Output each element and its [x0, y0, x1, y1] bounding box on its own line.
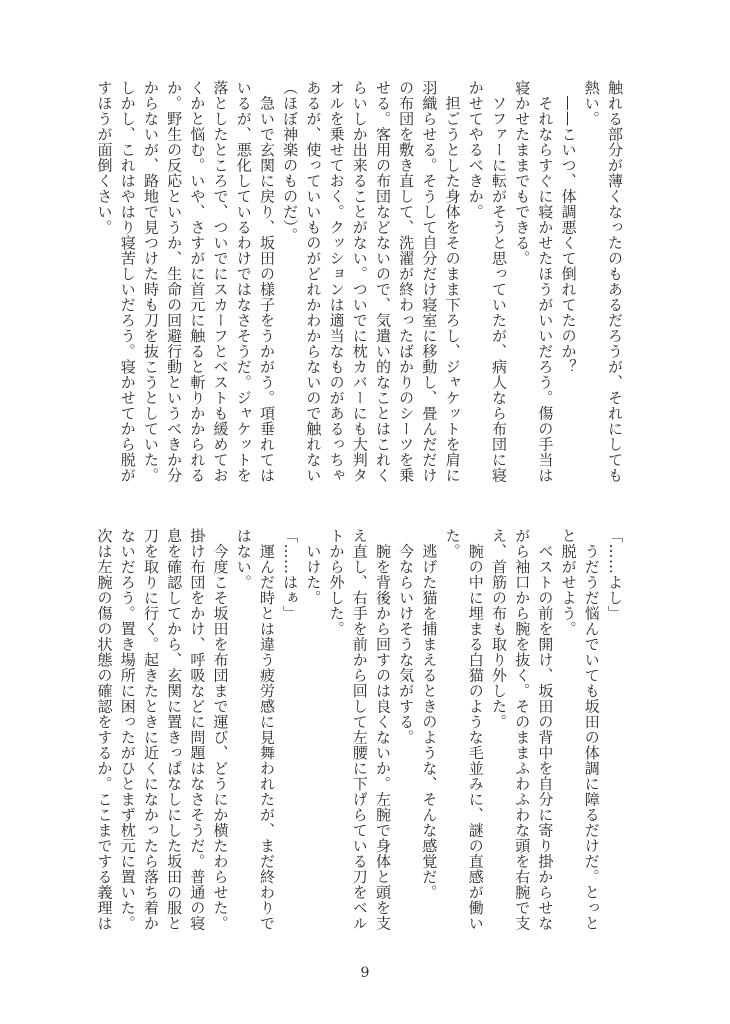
text-block-lower — [92, 528, 626, 948]
text-line: 触れる部分が薄くなったのもあるだろうが、それにしても — [606, 80, 624, 483]
text-block-upper — [92, 80, 626, 500]
text-line: 寝かせたままでもできる。 — [513, 80, 532, 266]
text-line: いるが、悪化しているわけではなさそうだ。ジャケットを — [234, 80, 253, 483]
text-line: か。野生の反応というか、生命の回避行動というべきか分 — [165, 80, 184, 483]
text-line: の布団を敷き直して、洗濯が終わったばかりのシーツを乗 — [397, 80, 416, 483]
text-line: 落としたところで、ついでにスカーフとベストも緩めてお — [211, 80, 230, 483]
text-line: あるが、使っていいものがどれかわからないので触れない — [304, 80, 323, 483]
text-line: え直し、右手を前から回して左腰に下げらている刀をベル — [350, 528, 369, 931]
text-line: くかと悩む。いや、さすがに首元に触ると斬りかかられる — [188, 80, 207, 483]
text-line: 今度こそ坂田を布団まで運び、どうにか横たわらせた。 — [211, 528, 230, 931]
text-line: すほうが面倒くさい。 — [95, 80, 114, 235]
text-line: ——こいつ、体調悪くて倒れてたのか？ — [559, 80, 578, 375]
text-line: ソファーに転がそうと思っていたが、病人なら布団に寝 — [489, 80, 508, 483]
text-line: 運んだ時とは違う疲労感に見舞われたが、まだ終わりで — [257, 528, 276, 931]
text-line: せる。客用の布団などないので、気遣い的なことはこれく — [373, 80, 392, 483]
text-line: 腕の中に埋まる白猫のような毛並みに、謎の直感が働い — [466, 528, 485, 931]
text-line: 今ならいけそうな気がする。 — [397, 528, 416, 745]
text-line: いけた。 — [304, 528, 323, 606]
text-line: 羽織らせる。そうして自分だけ寝室に移動し、畳んだだけ — [420, 80, 439, 483]
text-line: からないが、路地で見つけた時も刀を抜こうとしていた。 — [141, 80, 160, 483]
text-line: 息を確認してから、玄関に置きっぱなしにした坂田の服と — [165, 528, 184, 931]
text-line: オルを乗せておく。クッションは適当なものがあるっちゃ — [327, 80, 346, 483]
text-line: しかし、これはやはり寝苦しいだろう。寝かせてから脱が — [118, 80, 137, 483]
text-line: はない。 — [234, 528, 253, 590]
text-line: と脱がせよう。 — [559, 528, 578, 637]
text-line: うだうだ悩んでいても坂田の体調に障るだけだ。とっと — [582, 528, 601, 931]
text-line: 担ごうとした身体をそのまま下ろし、ジャケットを肩に — [443, 80, 462, 483]
page-number: 9 — [360, 965, 370, 981]
text-line: 掛け布団をかけ、呼吸などに問題はなさそうだ。普通の寝 — [188, 528, 207, 931]
text-line: 「……はぁ」 — [281, 528, 300, 621]
text-line: 次は左腕の傷の状態の確認をするか。ここまでする義理は — [95, 528, 114, 931]
text-line: 刀を取りに行く。起きたときに近くになかったら落ち着か — [141, 528, 160, 931]
text-line: た。 — [443, 528, 462, 559]
text-line: ないだろう。置き場所に困ったがひとまず枕元に置いた。 — [118, 528, 137, 931]
text-line: 「……よし」 — [606, 528, 624, 621]
text-line: え、首筋の布も取り外した。 — [489, 528, 508, 730]
text-line: かせてやるべきか。 — [466, 80, 485, 220]
text-line: （ほぼ神楽のものだ）。 — [281, 80, 300, 243]
text-line: がら袖口から腕を抜く。そのままふわふわな頭を右腕で支 — [513, 528, 532, 931]
text-line: ベストの前を開け、坂田の背中を自分に寄り掛からせな — [536, 528, 555, 931]
text-line: 逃げた猫を捕まえるときのような、そんな感覚だ。 — [420, 528, 439, 900]
text-line: らいしか出来ることがない。ついでに枕カバーにも大判タ — [350, 80, 369, 483]
text-line: それならすぐに寝かせたほうがいいだろう。傷の手当は — [536, 80, 555, 483]
text-line: 腕を背後から回すのは良くないか。左腕で身体と頭を支 — [373, 528, 392, 931]
text-line: 熱い。 — [582, 80, 601, 127]
text-line: 急いで玄関に戻り、坂田の様子をうかがう。項垂れては — [257, 80, 276, 483]
text-line: トから外した。 — [327, 528, 346, 637]
